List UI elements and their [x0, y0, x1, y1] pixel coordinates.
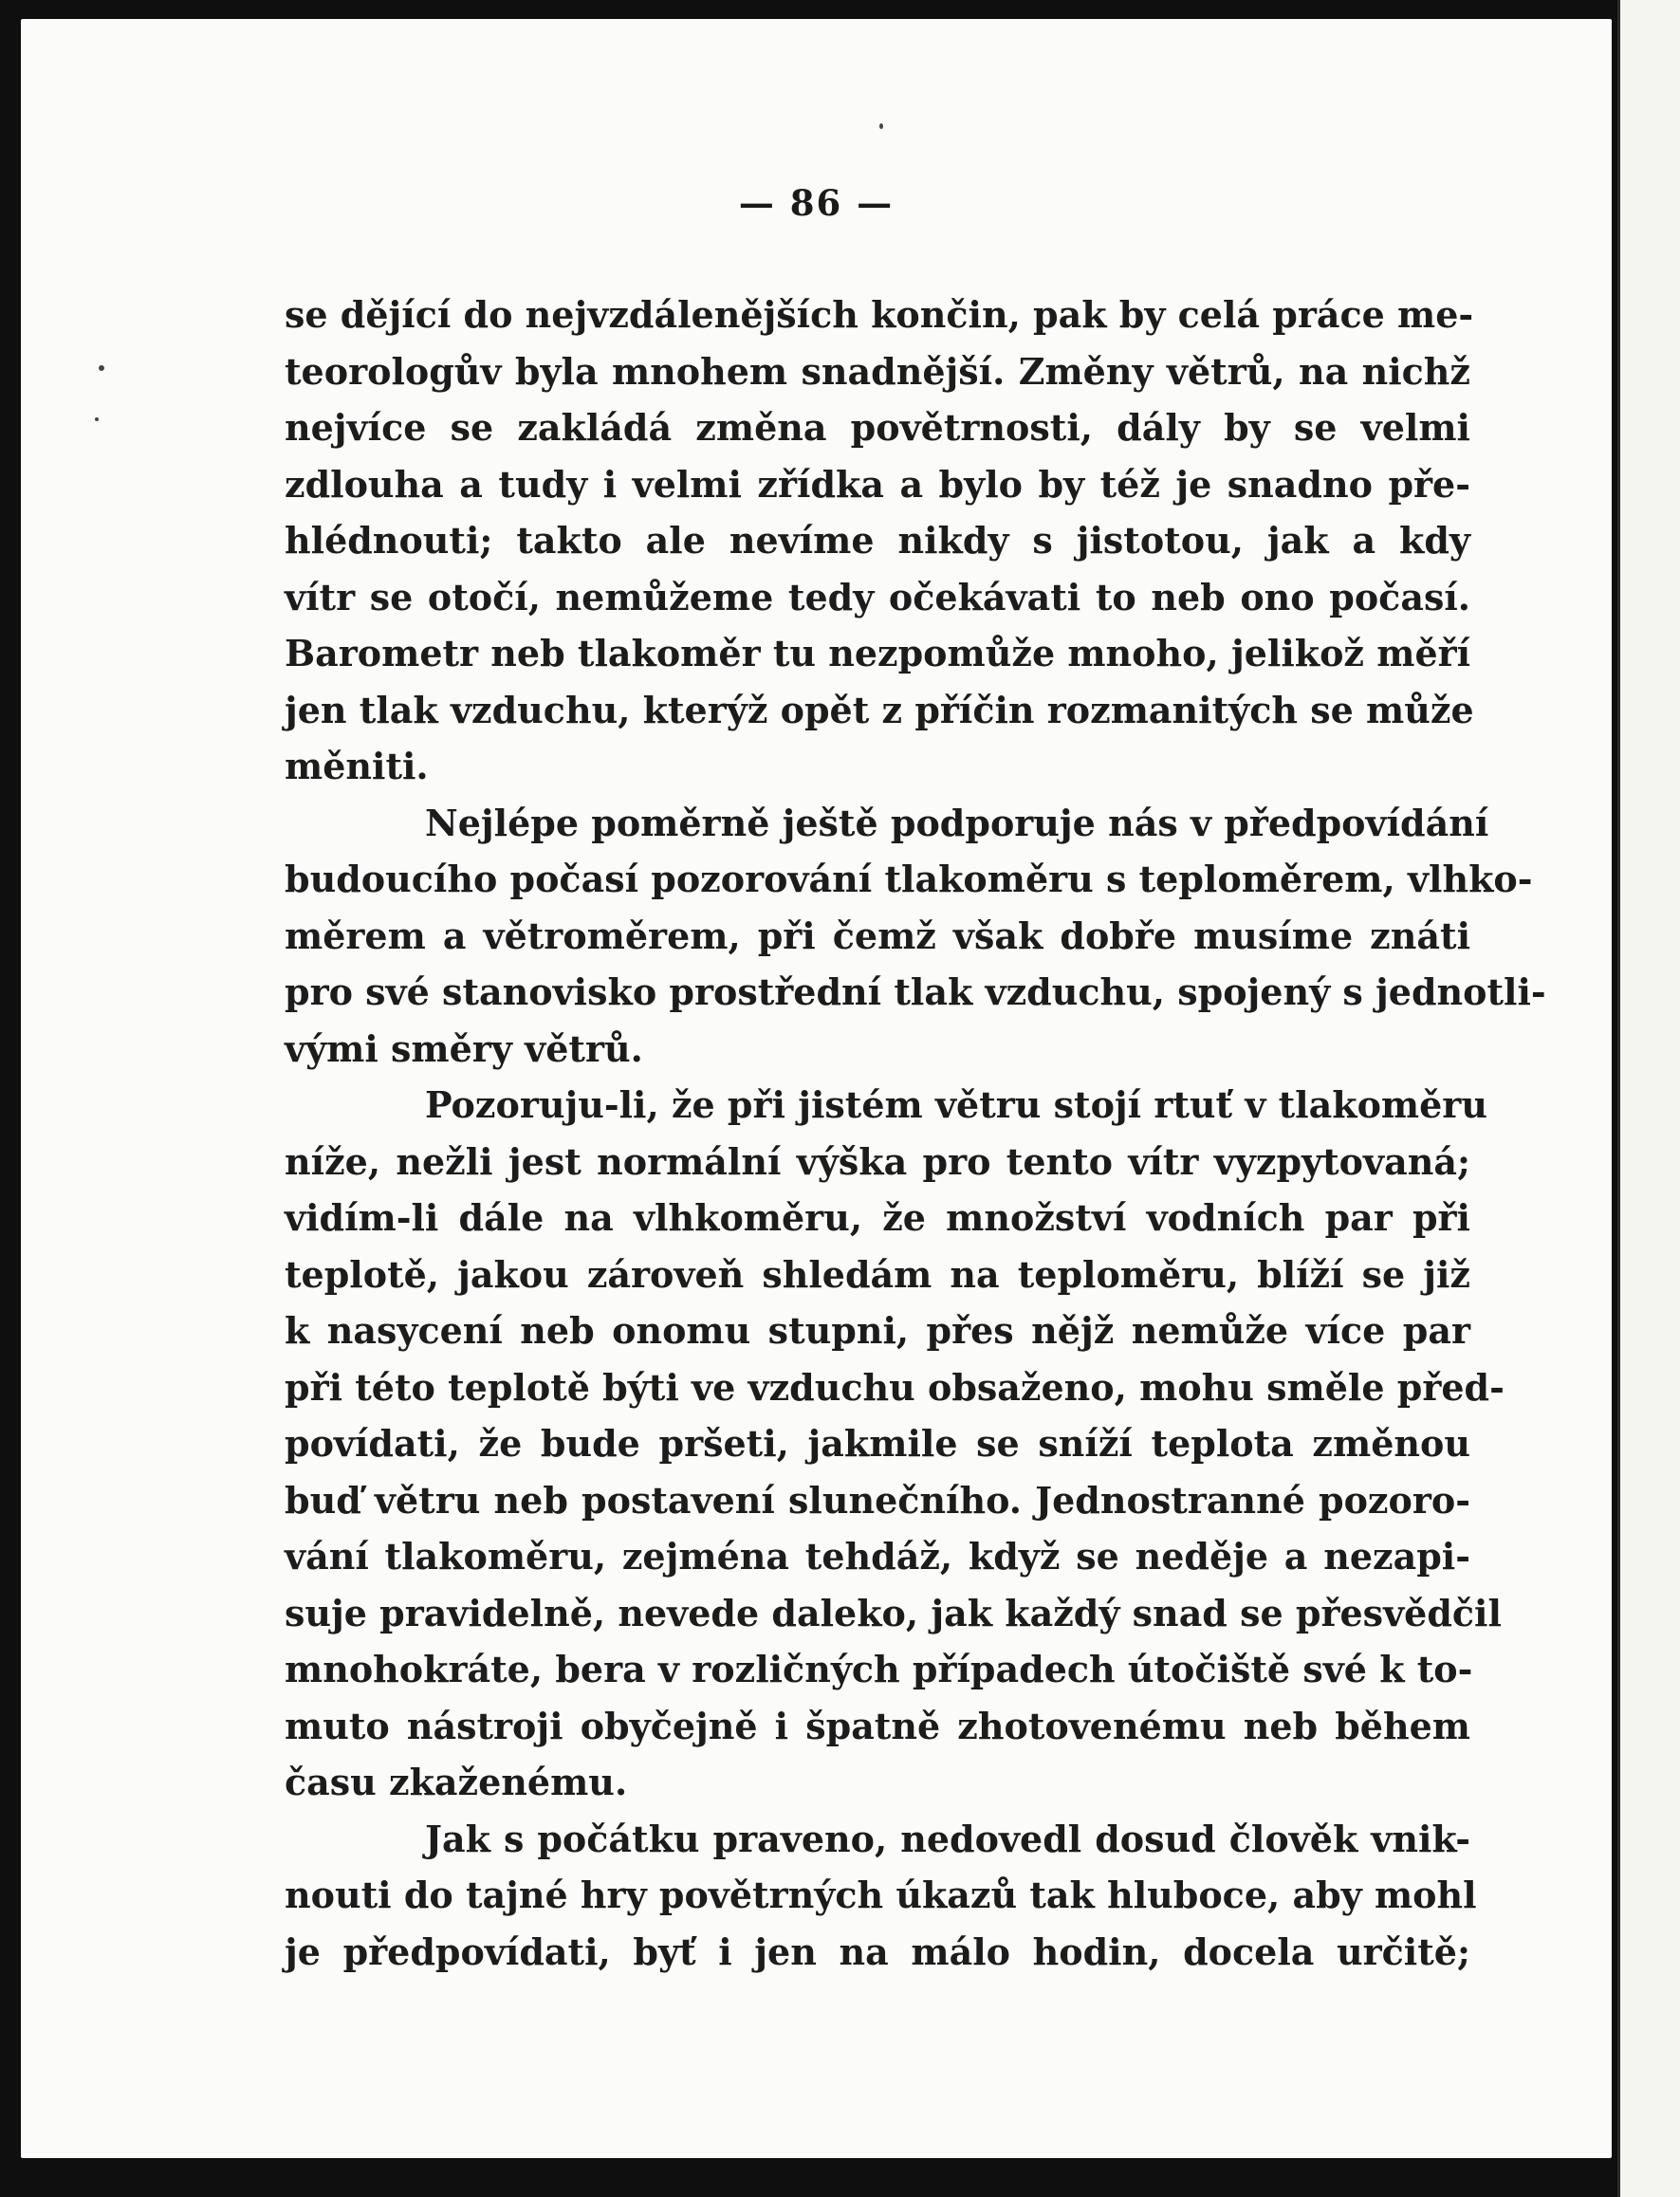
page-number: — 86 —: [738, 182, 895, 224]
text-line: měrem a větroměrem, při čemž však dobře musíme znáti: [285, 914, 1470, 957]
text-line: času zkaženému.: [285, 1761, 628, 1803]
text-line: teplotě, jakou zároveň shledám na teploměru, blíží se již: [285, 1252, 1470, 1296]
text-line: Nejlépe poměrně ještě podporuje nás v předpovídání: [425, 801, 1489, 844]
scan-speck: [879, 123, 883, 129]
text-line: Pozoruju-li, že při jistém větru stojí rtuť v tlakoměru: [425, 1083, 1487, 1126]
text-line: vání tlakoměru, zejména tehdáž, když se neděje a nezapi-: [285, 1535, 1470, 1578]
text-line: mnohokráte, bera v rozličných případech útočiště své k to-: [285, 1648, 1473, 1690]
text-line: vými směry větrů.: [285, 1026, 643, 1070]
text-line: měniti.: [285, 745, 429, 787]
text-line: teorologův byla mnohem snadnější. Změny větrů, na nichž: [285, 349, 1470, 393]
text-line: při této teplotě býti ve vzduchu obsaženo, mohu směle před-: [285, 1365, 1505, 1409]
text-line: budoucího počasí pozorování tlakoměru s teploměrem, vlhko-: [285, 858, 1533, 900]
text-line: nejvíce se zakládá změna povětrnosti, dály by se velmi: [285, 406, 1470, 449]
text-line: vidím-li dále na vlhkoměru, že množství vodních par při: [285, 1196, 1470, 1239]
text-line: se dějící do nejvzdálenějších končin, pak by celá práce me-: [285, 293, 1474, 336]
text-line: níže, nežli jest normální výška pro tento vítr vyzpytovaná;: [285, 1139, 1470, 1183]
text-line: Barometr neb tlakoměr tu nezpomůže mnoho, jelikož měří: [285, 632, 1471, 674]
text-line: buď větru neb postavení slunečního. Jednostranné pozoro-: [285, 1478, 1470, 1522]
text-line: hlédnouti; takto ale nevíme nikdy s jistotou, jak a kdy: [285, 519, 1470, 562]
text-line: zdlouha a tudy i velmi zřídka a bylo by též je snadno pře-: [285, 462, 1470, 506]
body-text: [285, 286, 1546, 1980]
scan-speck: [99, 365, 104, 371]
text-line: je předpovídati, byť i jen na málo hodin, docela určitě;: [285, 1929, 1470, 1973]
text-line: povídati, že bude pršeti, jakmile se sníží teplota změnou: [285, 1422, 1470, 1465]
text-line: k nasycení neb onomu stupni, přes nějž nemůže více par: [285, 1309, 1470, 1352]
text-line: muto nástroji obyčejně i špatně zhotovenému neb během: [285, 1704, 1470, 1747]
scan-speck: [95, 417, 99, 421]
text-line: Jak s počátku praveno, nedovedl dosud člověk vnik-: [425, 1817, 1470, 1860]
text-line: nouti do tajné hry povětrných úkazů tak hluboce, aby mohl: [285, 1874, 1477, 1916]
text-line: vítr se otočí, nemůžeme tedy očekávati to neb ono počasí.: [285, 575, 1470, 618]
text-line: jen tlak vzduchu, kterýž opět z příčin rozmanitých se může: [285, 688, 1474, 731]
adjacent-page-edge: [1617, 0, 1680, 2197]
book-page: [21, 19, 1612, 2158]
text-line: pro své stanovisko prostřední tlak vzduchu, spojený s jednotli-: [285, 970, 1546, 1013]
text-line: suje pravidelně, nevede daleko, jak každý snad se přesvědčil: [285, 1591, 1502, 1634]
